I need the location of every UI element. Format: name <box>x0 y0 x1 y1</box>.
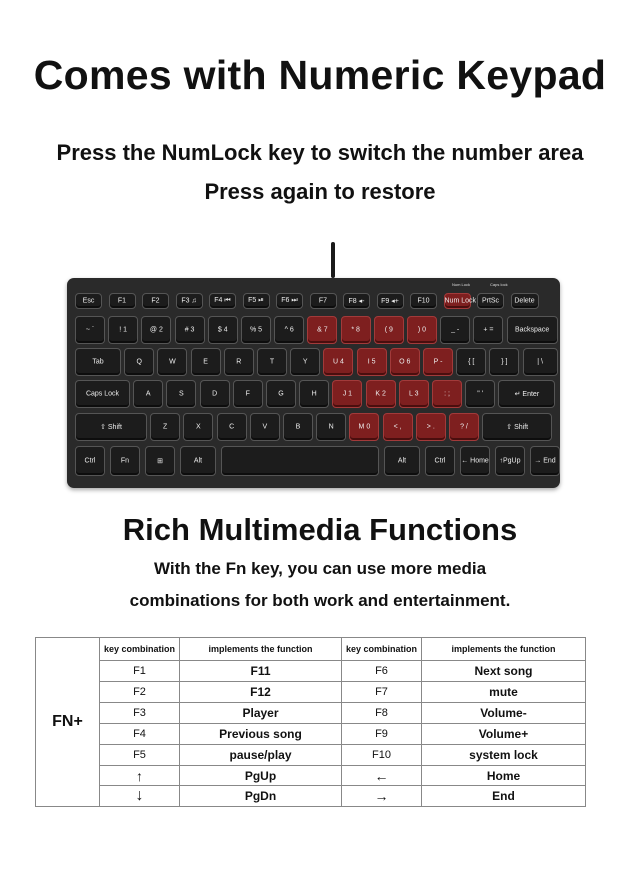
key-a: A <box>133 380 163 408</box>
key--4: $ 4 <box>208 316 238 344</box>
key--: _ - <box>440 316 470 344</box>
key--: ? / <box>449 413 479 441</box>
key--6: ^ 6 <box>274 316 304 344</box>
keyboard-image <box>0 228 640 498</box>
key-f4-: F4 ⏮ <box>209 293 236 309</box>
key-u-4: U 4 <box>323 348 353 376</box>
key-backspace: Backspace <box>507 316 558 344</box>
key-delete: Delete <box>511 293 539 309</box>
key--: { [ <box>456 348 486 376</box>
key--7: & 7 <box>307 316 337 344</box>
key--shift: ⇧ Shift <box>75 413 147 441</box>
table-row-2-key-b: F7 <box>342 682 422 703</box>
table-row-4-key-b: F9 <box>342 724 422 745</box>
key-p-: P - <box>423 348 453 376</box>
header-function-1: implements the function <box>180 637 342 661</box>
key-n: N <box>316 413 346 441</box>
key--1: ! 1 <box>108 316 138 344</box>
key--0: ) 0 <box>407 316 437 344</box>
key-ctrl: Ctrl <box>425 446 455 476</box>
key-j-1: J 1 <box>332 380 362 408</box>
key-l-3: L 3 <box>399 380 429 408</box>
key--home: ← Home <box>460 446 490 476</box>
key-c: C <box>217 413 247 441</box>
key--8: * 8 <box>341 316 371 344</box>
table-row-4-key-a: F4 <box>100 724 180 745</box>
key--: } ] <box>489 348 519 376</box>
table-row-6-fn-b: Home <box>422 766 586 786</box>
instruction-line-1: Press the NumLock key to switch the number area <box>56 140 584 165</box>
header-key-combination-2: key combination <box>342 637 422 661</box>
key-caps-lock: Caps Lock <box>75 380 130 408</box>
key-prtsc: PrtSc <box>477 293 504 309</box>
fn-plus-label: FN+ <box>35 637 100 807</box>
key-m-0: M 0 <box>349 413 379 441</box>
key-s: S <box>166 380 196 408</box>
key-alt: Alt <box>384 446 420 476</box>
key--2: @ 2 <box>141 316 171 344</box>
table-row-1-fn-b: Next song <box>422 661 586 682</box>
key--pgup: ↑PgUp <box>495 446 525 476</box>
instruction-line-2: Press again to restore <box>204 179 436 204</box>
section-desc-2: combinations for both work and entertainment. <box>129 591 511 610</box>
key--: < , <box>383 413 413 441</box>
table-row-7-key-a: ↓ <box>100 786 180 807</box>
section-heading: Rich Multimedia Functions <box>122 512 518 547</box>
keyboard-cable <box>331 242 335 278</box>
page-heading: Comes with Numeric Keypad <box>33 52 607 98</box>
key-f3-: F3 ♫ <box>176 293 203 309</box>
table-row-5-key-a: F5 <box>100 745 180 766</box>
key--: ⊞ <box>145 446 175 476</box>
table-row-3-fn-a: Player <box>180 703 342 724</box>
key-f10: F10 <box>410 293 437 309</box>
key--: > . <box>416 413 446 441</box>
key-num-lock: Num Lock <box>444 293 471 309</box>
table-row-5-fn-a: pause/play <box>180 745 342 766</box>
table-row-5-fn-b: system lock <box>422 745 586 766</box>
key-esc: Esc <box>75 293 102 309</box>
key-o-6: O 6 <box>390 348 420 376</box>
table-row-4-fn-a: Previous song <box>180 724 342 745</box>
key-ctrl: Ctrl <box>75 446 105 476</box>
key-f7: F7 <box>310 293 337 309</box>
header-function-2: implements the function <box>422 637 586 661</box>
key--: : ; <box>432 380 462 408</box>
header-key-combination-1: key combination <box>100 637 180 661</box>
key-e: E <box>191 348 221 376</box>
table-row-7-fn-a: PgDn <box>180 786 342 807</box>
key--enter: ↵ Enter <box>498 380 555 408</box>
table-row-7-fn-b: End <box>422 786 586 807</box>
table-row-7-key-b: → <box>342 786 422 807</box>
section-desc-1: With the Fn key, you can use more media <box>153 559 487 578</box>
fn-combination-table <box>35 637 586 807</box>
key-b: B <box>283 413 313 441</box>
key-k-2: K 2 <box>366 380 396 408</box>
key--5: % 5 <box>241 316 271 344</box>
table-row-6-key-a: ↑ <box>100 766 180 786</box>
key-i-5: I 5 <box>357 348 387 376</box>
key--: + = <box>473 316 503 344</box>
key-y: Y <box>290 348 320 376</box>
key-fn: Fn <box>110 446 140 476</box>
table-row-2-fn-b: mute <box>422 682 586 703</box>
key-v: V <box>250 413 280 441</box>
table-row-1-key-a: F1 <box>100 661 180 682</box>
key-f8-: F8 ◂- <box>343 293 370 309</box>
key-f1: F1 <box>109 293 136 309</box>
key--: ~ ` <box>75 316 105 344</box>
key-f2: F2 <box>142 293 169 309</box>
table-row-2-key-a: F2 <box>100 682 180 703</box>
key--shift: ⇧ Shift <box>482 413 552 441</box>
key-f9-: F9 ◂+ <box>377 293 404 309</box>
key-z: Z <box>150 413 180 441</box>
key--9: ( 9 <box>374 316 404 344</box>
key-h: H <box>299 380 329 408</box>
key-d: D <box>200 380 230 408</box>
table-row-3-key-b: F8 <box>342 703 422 724</box>
key-f6-: F6 ⏭ <box>276 293 303 309</box>
key-f5-: F5 ⏯ <box>243 293 270 309</box>
key-g: G <box>266 380 296 408</box>
table-row-1-fn-a: F11 <box>180 661 342 682</box>
key-f: F <box>233 380 263 408</box>
key-t: T <box>257 348 287 376</box>
key-q: Q <box>124 348 154 376</box>
table-row-3-fn-b: Volume- <box>422 703 586 724</box>
key-tab: Tab <box>75 348 121 376</box>
key-alt: Alt <box>180 446 216 476</box>
key--end: → End <box>530 446 560 476</box>
table-row-6-key-b: ← <box>342 766 422 786</box>
table-row-4-fn-b: Volume+ <box>422 724 586 745</box>
table-row-2-fn-a: F12 <box>180 682 342 703</box>
key--3: # 3 <box>175 316 205 344</box>
key-x: X <box>183 413 213 441</box>
table-row-3-key-a: F3 <box>100 703 180 724</box>
key-blank <box>221 446 379 476</box>
table-row-1-key-b: F6 <box>342 661 422 682</box>
key--: " ' <box>465 380 495 408</box>
num-lock-indicator: Num Lock <box>452 282 471 287</box>
caps-lock-indicator: Caps lock <box>490 282 508 287</box>
table-row-6-fn-a: PgUp <box>180 766 342 786</box>
key--: | \ <box>523 348 558 376</box>
key-w: W <box>157 348 187 376</box>
table-row-5-key-b: F10 <box>342 745 422 766</box>
key-r: R <box>224 348 254 376</box>
